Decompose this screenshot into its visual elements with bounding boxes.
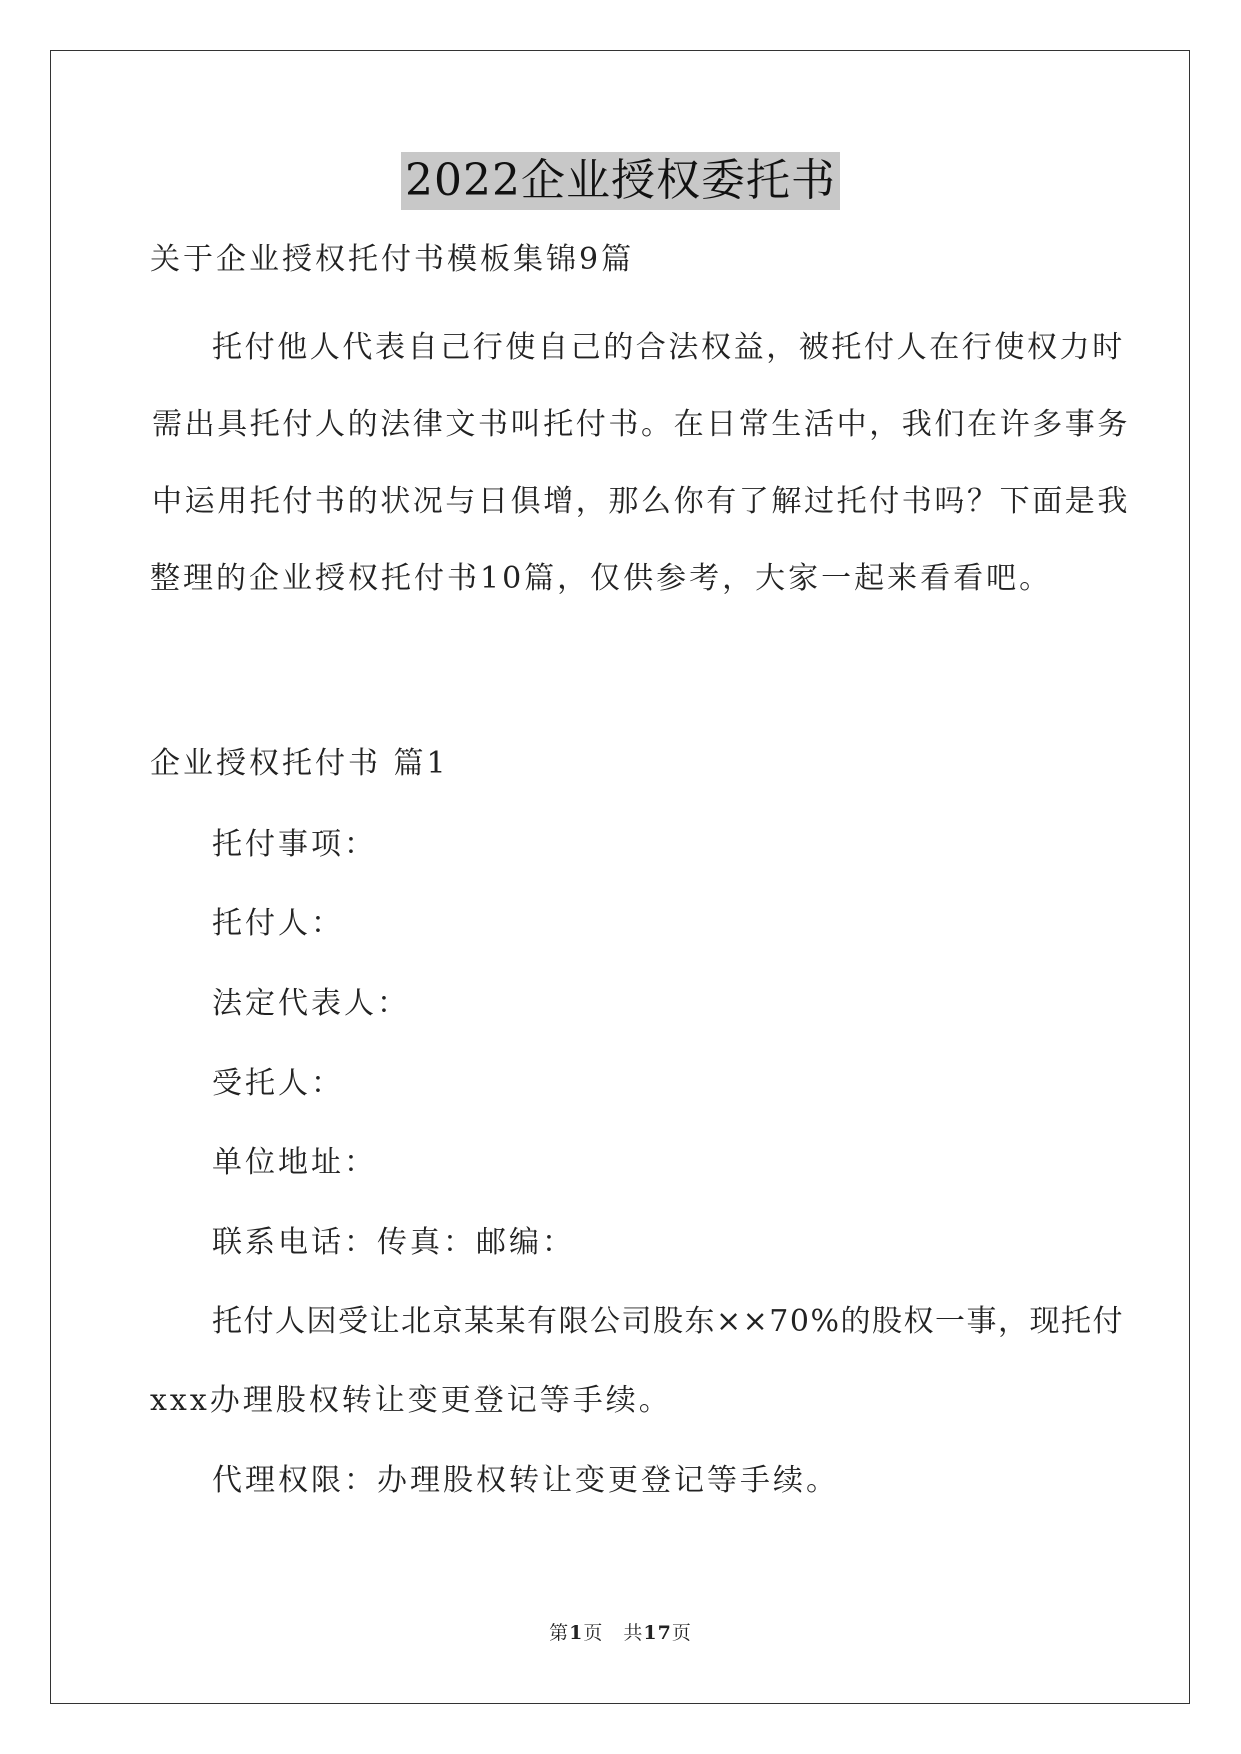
- footer-page-number: 1: [569, 1622, 584, 1644]
- field-contact: 联系电话：传真：邮编：: [212, 1225, 575, 1260]
- intro-line-3: 中运用托付书的状况与日俱增，那么你有了解过托付书吗？下面是我: [152, 484, 1130, 519]
- field-legal-rep: 法定代表人：: [212, 986, 410, 1021]
- intro-line-4: 整理的企业授权托付书10篇，仅供参考，大家一起来看看吧。: [150, 561, 1053, 596]
- title-container: [0, 152, 1241, 210]
- body-line-2: xxx办理股权转让变更登记等手续。: [150, 1383, 672, 1418]
- intro-line-1: 托付他人代表自己行使自己的合法权益，被托付人在行使权力时: [212, 330, 1125, 365]
- field-principal: 托付人：: [212, 906, 344, 941]
- page-border: [50, 50, 1190, 1704]
- document-subtitle: 关于企业授权托付书模板集锦9篇: [150, 242, 635, 277]
- footer-total-pages: 17: [643, 1622, 672, 1644]
- intro-line-2: 需出具托付人的法律文书叫托付书。在日常生活中，我们在许多事务: [152, 407, 1130, 442]
- authority-line: 代理权限：办理股权转让变更登记等手续。: [212, 1463, 839, 1498]
- field-agent: 受托人：: [212, 1066, 344, 1101]
- section-heading: 企业授权托付书 篇1: [150, 746, 449, 781]
- field-matter: 托付事项：: [212, 827, 377, 862]
- footer-mid: 页 共: [583, 1622, 644, 1644]
- document-title: 2022企业授权委托书: [401, 152, 840, 210]
- footer-prefix: 第: [549, 1622, 570, 1644]
- footer-suffix: 页: [671, 1622, 692, 1644]
- field-address: 单位地址：: [212, 1145, 377, 1180]
- page-footer: [0, 1620, 1241, 1646]
- body-line-1: 托付人因受让北京某某有限公司股东××70%的股权一事，现托付: [212, 1304, 1124, 1339]
